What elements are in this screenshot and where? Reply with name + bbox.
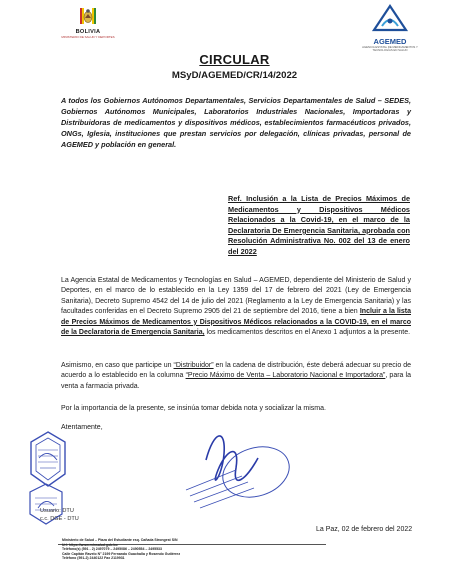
initials [40,508,79,524]
footer-phones: Teléfono(s) (591 - 2) 2497079 – 2495086 – 2490554 – 2495533 [62,547,162,552]
signature-image [166,420,296,512]
paragraph-2-tail: , para la venta a farmacia privada. [61,372,412,390]
reference: Ref. Inclusión a la Lista de Precios Máximos de Medicamentos y Dispositivos Médicos Relacionados a la Covid-19, en el marco de la Declaratoria De Emergencia Sanitaria, aprobada con Resolución Administrativa No. 002 del 13 de enero del 2022 [228,194,410,256]
ministry-name: MINISTERIO DE SALUD Y DEPORTES [61,35,115,39]
paragraph-2-middle: en la cadena de distribución, éste deberá adecuar su precio de acuerdo a lo establecido en la columna [61,362,411,380]
price-column-name: “Precio Máximo de Venta – Laboratorio Nacional e Importadora” [185,372,386,380]
bolivia-coat-of-arms-icon [77,6,99,28]
footer-phone-fax: Teléfono (591-2) 2440122 Fax 2119931 [62,556,125,561]
document-title: CIRCULAR [199,52,270,67]
paragraph-1 [61,276,411,338]
closing: Atentamente, [61,424,103,431]
agemed-tagline: AGENCIA ESTATAL DE MEDICAMENTOS Y TECNOLOGÍAS EN SALUD [362,45,418,53]
footer [62,538,362,561]
place-date: La Paz, 02 de febrero del 2022 [316,526,413,533]
distributor-term: “Distribuidor” [173,362,214,369]
paragraph-2 [61,361,411,392]
addressees: A todos los Gobiernos Autónomos Departamentales, Servicios Departamentales de Salud – SEDES, Gobiernos Autónomos Municipales, Laboratorios Industriales Nacionales, Importadoras y Distribuidoras de medicamentos y dispositivos médicos, establecimientos farmacéuticos privados, ONGs, Iglesia, instituciones que prestan servicios por delegación, clínicas privadas, personal de AGEMED y población en general. [61,96,411,149]
footer-url: Url: https://www.minsalud.gob.bo [62,542,118,547]
paragraph-2-lead: Asimismo, en caso que participe un [61,362,174,369]
country-name: BOLIVIA [75,29,101,35]
agemed-emblem-icon [370,4,410,34]
initials-line-2: c.c. DGE - DTU [40,515,79,522]
paragraph-1-emphasis: Incluir a la lista de Precios Máximos de Medicamentos y Dispositivos Médicos relacionados a la COVID-19, en el marco de la Declaratoria de Emergencia Sanitaria, [61,308,411,337]
paragraph-1-lead: La Agencia Estatal de Medicamentos y Tecnologías en Salud – AGEMED, dependiente del Ministerio de Salud y Deportes, en el marco de lo establecido en la Ley 1359 del 17 de febrero del 2021 (Ley de Emergencia Sanitaria), Decreto Supremo 4542 del 14 de julio del 2021 (Reglamento a la Ley de Emergencia Sanitaria) y las facultades conferidas en el Decreto Supremo 2905 del 21 de septiembre del 2016, tiene a bien [61,277,411,316]
ministry-logo [58,6,118,39]
paragraph-1-tail: los medicamentos descritos en el Anexo 1 adjuntos a la presente. [204,329,411,337]
footer-address: Calle Capitán Ravelo N° 2199 Fernando Guachalla y Rosendo Gutiérrez [62,551,181,556]
agemed-brand: AGEMED [373,37,407,46]
agemed-logo [358,4,422,52]
document-code: MSyD/AGEMED/CR/14/2022 [171,70,298,81]
initials-line-1: Usuario: DTU [40,508,74,514]
paragraph-3: Por la importancia de la presente, se insinúa tomar debida nota y socializar la misma. [61,405,326,412]
footer-line-1: Ministerio de Salud – Plaza del Estudiante esq. Cañada Strongest S/N [62,538,178,542]
